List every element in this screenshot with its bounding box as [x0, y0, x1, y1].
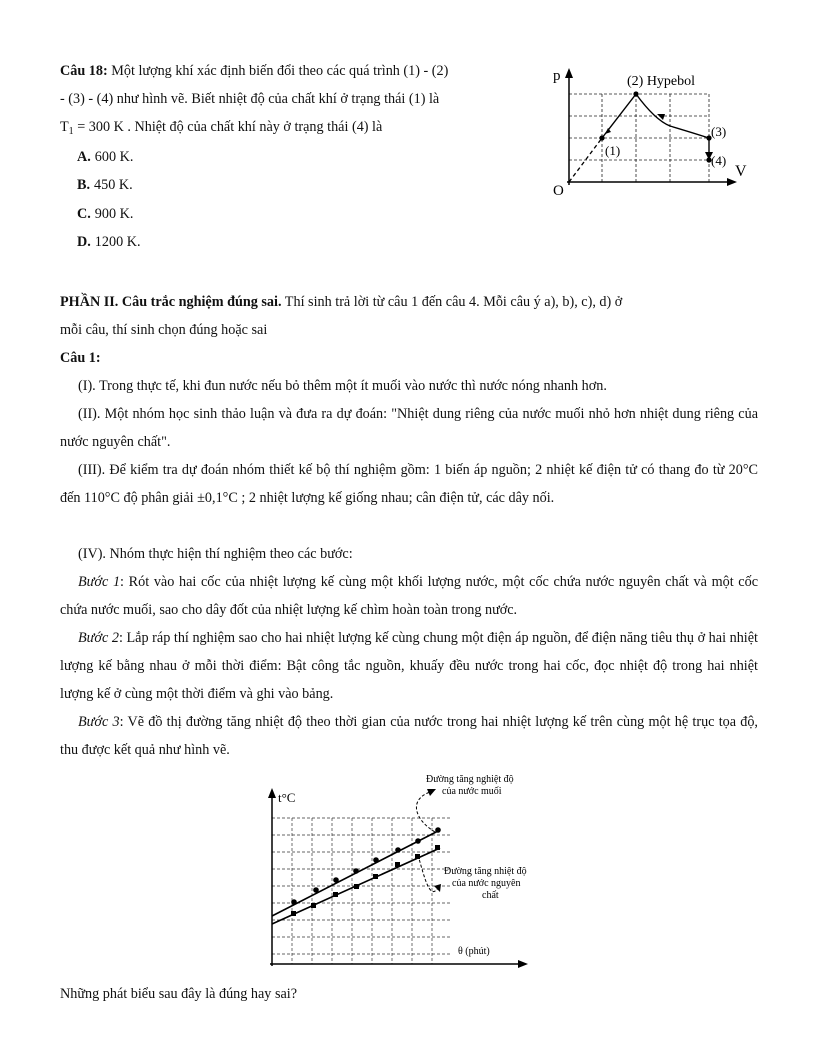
option-label: C.: [77, 206, 91, 222]
option-label: A.: [77, 149, 91, 165]
q1-statement-4: (IV). Nhóm thực hiện thí nghiệm theo các bước:: [78, 546, 353, 562]
q18-option-d[interactable]: [77, 234, 141, 252]
state-1-label: (1): [605, 143, 621, 158]
pure-water-points: [291, 845, 440, 916]
q18-text-1: Một lượng khí xác định biến đổi theo các quá trình (1) - (2): [111, 63, 449, 79]
pure-line-label-3: chất: [482, 890, 499, 901]
q18-line-2: - (3) - (4) như hình vẽ. Biết nhiệt độ của chất khí ở trạng thái (1) là: [60, 91, 440, 107]
step-1-label: Bước 1: [78, 574, 121, 590]
salt-line-label-1: Đường tăng nghiệt độ: [426, 774, 514, 785]
p-axis-label: p: [553, 68, 561, 84]
q18-t-symbol: T: [60, 119, 69, 135]
q1-step-3: [60, 708, 758, 764]
option-label: B.: [77, 177, 91, 193]
option-text: 450 K.: [94, 177, 133, 193]
option-text: 900 K.: [94, 206, 134, 222]
p-axis-arrow: [565, 68, 573, 78]
part2-intro-text: Thí sinh trả lời từ câu 1 đến câu 4. Mỗi câu ý a), b), c), d) ở: [281, 294, 623, 310]
option-text: 600 K.: [94, 149, 134, 165]
option-text: 1200 K.: [94, 234, 141, 250]
q18-line-3: [60, 119, 382, 139]
option-label: D.: [77, 234, 91, 250]
salt-water-points: [291, 827, 441, 905]
q1-label: Câu 1:: [60, 350, 101, 366]
arrow-1-2: [605, 128, 611, 134]
q18-t-subscript: 1: [68, 126, 74, 137]
part2-intro: [60, 294, 622, 312]
state-1-point: [599, 135, 604, 140]
part2-intro-line-2: mỗi câu, thí sinh chọn đúng hoặc sai: [60, 322, 268, 338]
q18-t-text: = 300 K . Nhiệt độ của chất khí này ở trạng thái (4) là: [73, 119, 383, 135]
q18-line-1: [60, 63, 448, 81]
pv-diagram: [545, 60, 765, 205]
q1-closing-question: Những phát biểu sau đây là đúng hay sai?: [60, 986, 297, 1002]
graph-grid: [272, 818, 450, 964]
step-2-text: : Lắp ráp thí nghiệm sao cho hai nhiệt lượng kế cùng chung một điện áp nguồn, để điện năng tiêu thụ ở hai nhiệt lượng kế bằng nhau ở mỗi thời điểm: Bật công tắc nguồn, khuấy đều nước trong hai cốc, đọc nhiệt độ trong hai nhiệt lượng kế ở cùng một thời điểm và ghi vào bảng.: [60, 630, 758, 702]
time-axis-arrow: [518, 960, 528, 968]
time-axis-label: θ (phút): [458, 946, 490, 957]
hyperbola-label: (2) Hypebol: [627, 74, 696, 89]
salt-line-label-2: của nước muối: [442, 786, 502, 797]
state-2-point: [633, 91, 638, 96]
q1-statement-1: (I). Trong thực tế, khi đun nước nếu bỏ thêm một ít muối vào nước thì nước nóng nhanh hơn.: [78, 378, 607, 394]
q18-option-a[interactable]: [77, 149, 133, 167]
step-3-label: Bước 3: [78, 714, 120, 730]
q1-statement-3: (III). Để kiểm tra dự đoán nhóm thiết kế bộ thí nghiệm gồm: 1 biến áp nguồn; 2 nhiệt kế điện tử có thang đo từ 20°C đến 110°C độ phân giải ±0,1°C ; 2 nhiệt lượng kế giống nhau; cân điện tử, các dây nối.: [60, 462, 758, 506]
q18-option-b[interactable]: [77, 177, 133, 195]
q18-option-c[interactable]: [77, 206, 133, 224]
q1-step-2: [60, 624, 758, 708]
step-1-text: : Rót vào hai cốc của nhiệt lượng kế cùng một khối lượng nước, một cốc chứa nước nguyên chất và một cốc chứa nước muối, sao cho dây đốt của nhiệt lượng kế chìm hoàn toàn trong nước.: [60, 574, 758, 618]
temperature-graph: [250, 770, 550, 975]
step-2-label: Bước 2: [78, 630, 119, 646]
part2-heading: PHẦN II. Câu trắc nghiệm đúng sai.: [60, 294, 282, 310]
pure-line-label-1: Đường tăng nhiệt độ: [444, 866, 527, 877]
q1-statement-2: (II). Một nhóm học sinh thảo luận và đưa ra dự đoán: "Nhiệt dung riêng của nước muối nhỏ hơn nhiệt dung riêng của nước nguyên chất".: [60, 406, 758, 450]
state-3-label: (3): [711, 124, 727, 139]
v-axis-label: V: [735, 163, 747, 180]
pure-line-label-2: của nước nguyên: [452, 878, 521, 889]
t-axis-arrow: [268, 788, 276, 798]
state-4-label: (4): [711, 153, 727, 168]
q18-label: Câu 18:: [60, 63, 108, 79]
q1-step-1: [60, 568, 758, 624]
pv-grid: [569, 94, 709, 182]
step-3-text: : Vẽ đồ thị đường tăng nhiệt độ theo thời gian của nước trong hai nhiệt lượng kế trên cùng một hệ trục tọa độ, thu được kết quả như hình vẽ.: [60, 714, 758, 758]
t-axis-label: t°C: [278, 790, 296, 805]
origin-label: O: [553, 183, 564, 199]
